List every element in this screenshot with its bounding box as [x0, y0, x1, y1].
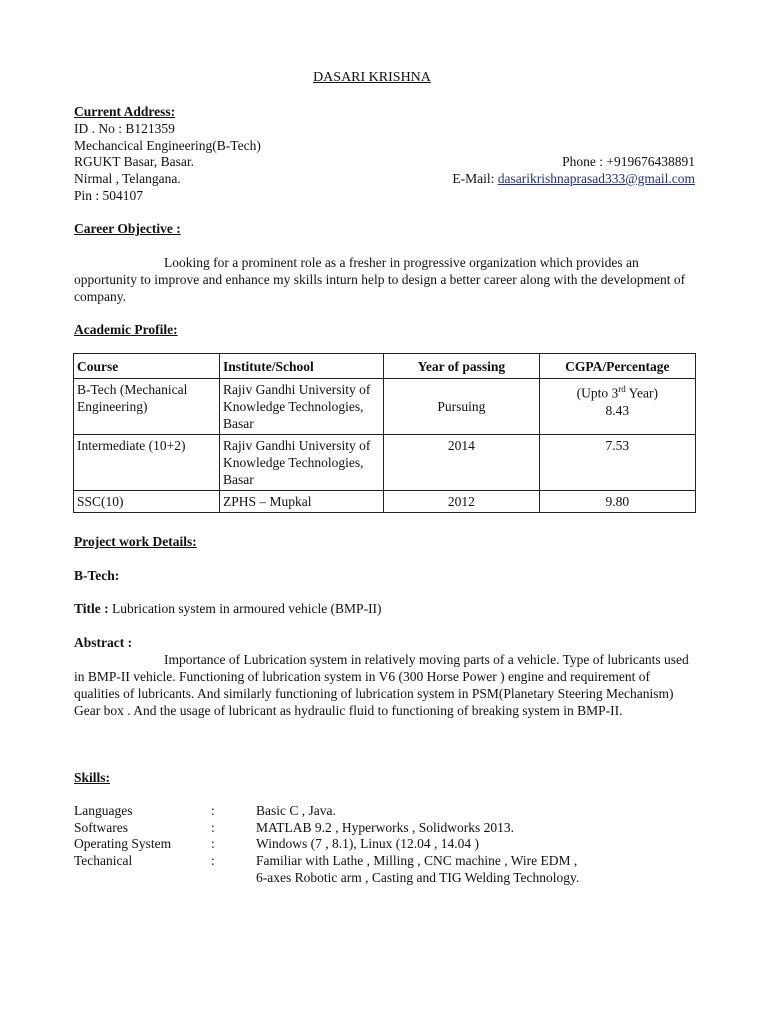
- address-id: ID . No : B121359: [74, 121, 175, 136]
- skill-sep: :: [211, 853, 215, 868]
- skill-key: Techanical: [74, 853, 133, 868]
- skill-row: [74, 852, 577, 869]
- project-title: Lubrication system in armoured vehicle (BMP-II): [108, 601, 382, 616]
- skill-value: Basic C , Java.: [256, 803, 336, 818]
- cell-course: SSC(10): [74, 491, 220, 513]
- cgpa-note-sup: rd: [618, 384, 626, 394]
- skill-row: [74, 819, 514, 836]
- table-row: [74, 435, 696, 491]
- academic-heading: Academic Profile:: [74, 322, 178, 337]
- cell-institute: Rajiv Gandhi University of Knowledge Technologies, Basar: [220, 435, 384, 491]
- objective-body: Looking for a prominent role as a fresher in progressive organization which provides an opportunity to improve and enhance my skills inturn help to design a better career along with the development of company.: [74, 255, 686, 304]
- skill-row: [74, 802, 336, 819]
- skill-sep: :: [211, 820, 215, 835]
- skill-value: Windows (7 , 8.1), Linux (12.04 , 14.04 ): [256, 836, 479, 851]
- table-row: [74, 379, 696, 435]
- cell-institute: Rajiv Gandhi University of Knowledge Technologies, Basar: [220, 379, 384, 435]
- skill-key: Operating System: [74, 836, 172, 851]
- skill-value: MATLAB 9.2 , Hyperworks , Solidworks 2013.: [256, 820, 514, 835]
- project-subheading: B-Tech:: [74, 568, 120, 583]
- address-city: Nirmal , Telangana.: [74, 171, 181, 186]
- skill-sep: :: [211, 803, 215, 818]
- skill-row: [74, 835, 479, 852]
- skill-sep: :: [211, 836, 215, 851]
- col-institute: Institute/School: [220, 354, 384, 379]
- cgpa-note-post: Year): [625, 385, 658, 401]
- skill-value: Familiar with Lathe , Milling , CNC machine , Wire EDM ,: [256, 853, 578, 868]
- address-institute: RGUKT Basar, Basar.: [74, 154, 194, 169]
- col-year: Year of passing: [384, 354, 540, 379]
- address-heading: Current Address:: [74, 104, 176, 119]
- col-cgpa: CGPA/Percentage: [539, 354, 695, 379]
- address-branch: Mechancical Engineering(B-Tech): [74, 138, 261, 153]
- email-link[interactable]: dasarikrishnaprasad333@gmail.com: [497, 171, 695, 186]
- cell-year: 2012: [384, 491, 540, 513]
- abstract-body: Importance of Lubrication system in relatively moving parts of a vehicle. Type of lubricants used in BMP-II vehicle. Functioning of lubrication system in V6 (300 Horse Power ) engine and requirement of qualities of lubricants. And similarly functioning of lubrication system in PSM(Planetary Steering Mechanism) Gear box . And the usage of lubricant as hydraulic fluid to functioning of breaking system in BMP-II.: [74, 652, 689, 718]
- project-title-line: [74, 600, 382, 617]
- cell-course: Intermediate (10+2): [74, 435, 220, 491]
- cell-cgpa: [539, 379, 695, 435]
- cell-year: 2014: [384, 435, 540, 491]
- skill-continuation: 6-axes Robotic arm , Casting and TIG Welding Technology.: [256, 870, 580, 885]
- cgpa-note: [543, 381, 692, 402]
- candidate-name: DASARI KRISHNA: [313, 70, 431, 85]
- address-pin: Pin : 504107: [74, 188, 144, 203]
- objective-text: [74, 254, 696, 305]
- cgpa-value: 8.43: [605, 402, 630, 418]
- cell-institute: ZPHS – Mupkal: [220, 491, 384, 513]
- project-title-label: Title :: [74, 601, 109, 616]
- phone-number: Phone : +919676438891: [562, 154, 695, 169]
- academic-table: [73, 353, 696, 513]
- abstract-label: Abstract :: [74, 635, 133, 650]
- email-line: [452, 170, 695, 187]
- cell-cgpa: 7.53: [539, 435, 695, 491]
- table-row: [74, 491, 696, 513]
- cell-cgpa: 9.80: [539, 491, 695, 513]
- skills-heading: Skills:: [74, 770, 111, 785]
- table-header-row: [74, 354, 696, 379]
- abstract-text: [74, 651, 696, 719]
- project-heading: Project work Details:: [74, 534, 197, 549]
- skill-key: Languages: [74, 803, 133, 818]
- cell-year: Pursuing: [384, 379, 540, 435]
- email-label: E-Mail:: [452, 171, 498, 186]
- cell-course: B-Tech (Mechanical Engineering): [74, 379, 220, 435]
- objective-heading: Career Objective :: [74, 221, 181, 236]
- cgpa-note-pre: (Upto 3: [576, 385, 619, 401]
- skill-key: Softwares: [74, 820, 128, 835]
- col-course: Course: [74, 354, 220, 379]
